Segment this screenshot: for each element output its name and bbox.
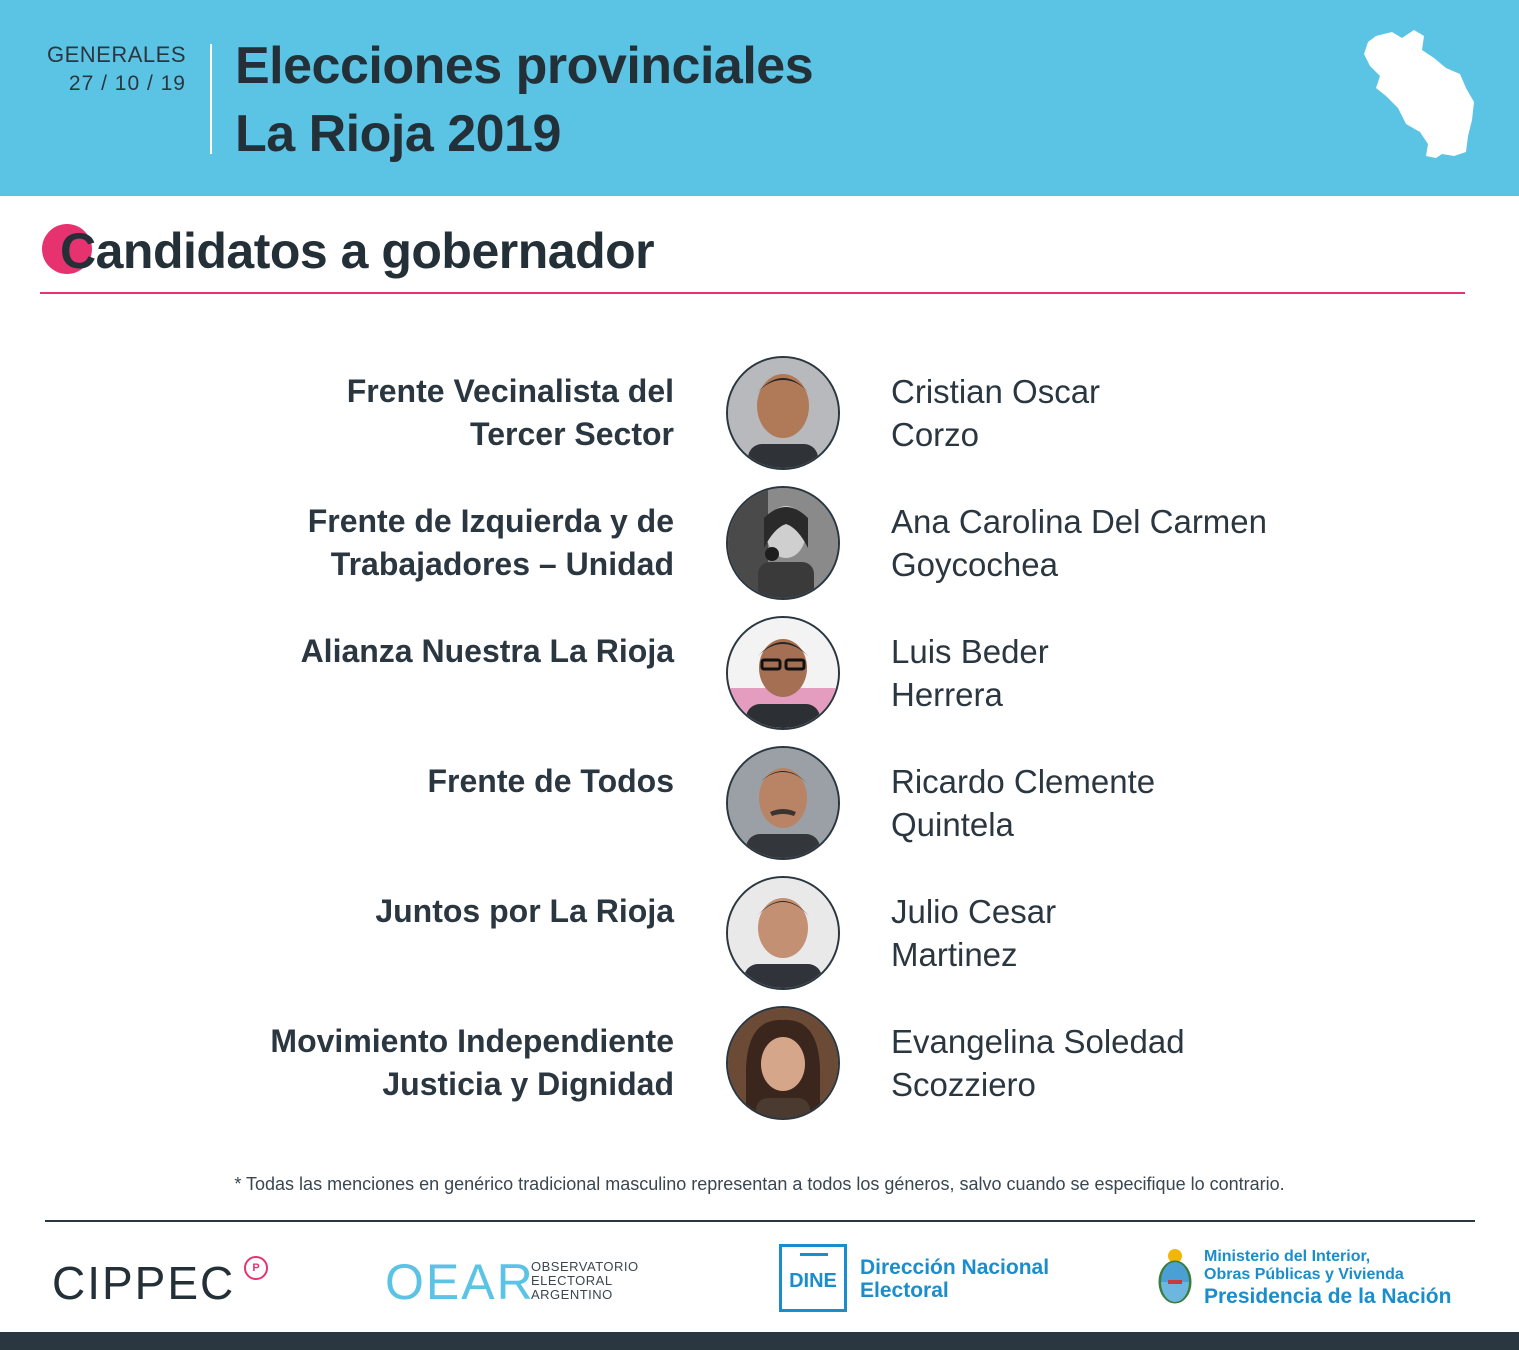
- bottom-bar: [0, 1332, 1519, 1350]
- la-rioja-map-icon: [1362, 28, 1476, 160]
- oear-logo-subtitle: OBSERVATORIO ELECTORAL ARGENTINO: [531, 1259, 639, 1302]
- party-name: Frente de Todos: [427, 763, 674, 799]
- section-title: Candidatos a gobernador: [60, 223, 655, 279]
- party-name: Juntos por La Rioja: [375, 893, 674, 929]
- cippec-badge-icon: P: [244, 1256, 268, 1280]
- dine-logo-bar: [800, 1253, 828, 1256]
- candidate-photo: [726, 746, 840, 860]
- candidate-name: Luis Beder Herrera: [891, 633, 1049, 713]
- candidate-photo: [726, 356, 840, 470]
- election-date: 27 / 10 / 19: [68, 72, 186, 95]
- candidate-row: [0, 746, 1519, 866]
- party-name: Alianza Nuestra La Rioja: [300, 633, 674, 669]
- candidate-name: Ana Carolina Del Carmen Goycochea: [891, 503, 1268, 583]
- cippec-logo: CIPPEC: [52, 1257, 236, 1309]
- candidate-name: Cristian Oscar Corzo: [891, 373, 1101, 453]
- party-name: Frente Vecinalista del Tercer Sector: [346, 373, 674, 452]
- party-name: Movimiento Independiente Justicia y Dignidad: [270, 1023, 674, 1102]
- dine-logo-text: DINE: [789, 1270, 837, 1292]
- ministry-name: Ministerio del Interior, Obras Públicas y Vivienda Presidencia de la Nación: [1204, 1248, 1452, 1308]
- candidate-name: Ricardo Clemente Quintela: [891, 763, 1156, 843]
- candidate-photo: [726, 1006, 840, 1120]
- section-divider: [40, 292, 1465, 294]
- candidate-row: [0, 616, 1519, 736]
- party-name: Frente de Izquierda y de Trabajadores – Unidad: [307, 503, 674, 582]
- candidate-photo: [726, 616, 840, 730]
- page-title-line1: Elecciones provinciales: [235, 37, 814, 95]
- candidate-photo: [726, 486, 840, 600]
- election-type: GENERALES: [47, 42, 186, 67]
- oear-logo: OEAR: [385, 1254, 535, 1310]
- footer-divider: [45, 1220, 1475, 1222]
- header-divider: [210, 44, 212, 154]
- candidate-name: Evangelina Soledad Scozziero: [891, 1023, 1185, 1103]
- candidate-row: [0, 486, 1519, 606]
- candidate-name: Julio Cesar Martinez: [891, 893, 1057, 973]
- dine-name: Dirección Nacional Electoral: [860, 1256, 1050, 1302]
- page-title-line2: La Rioja 2019: [235, 105, 561, 163]
- candidate-row: [0, 1006, 1519, 1126]
- header-banner: [0, 0, 1519, 196]
- footnote: * Todas las menciones en genérico tradicional masculino representan a todos los géneros, salvo cuando se especifique lo contrario.: [234, 1174, 1285, 1194]
- candidate-row: [0, 356, 1519, 476]
- coat-of-arms-icon: [1156, 1246, 1194, 1306]
- candidate-photo: [726, 876, 840, 990]
- candidate-row: [0, 876, 1519, 996]
